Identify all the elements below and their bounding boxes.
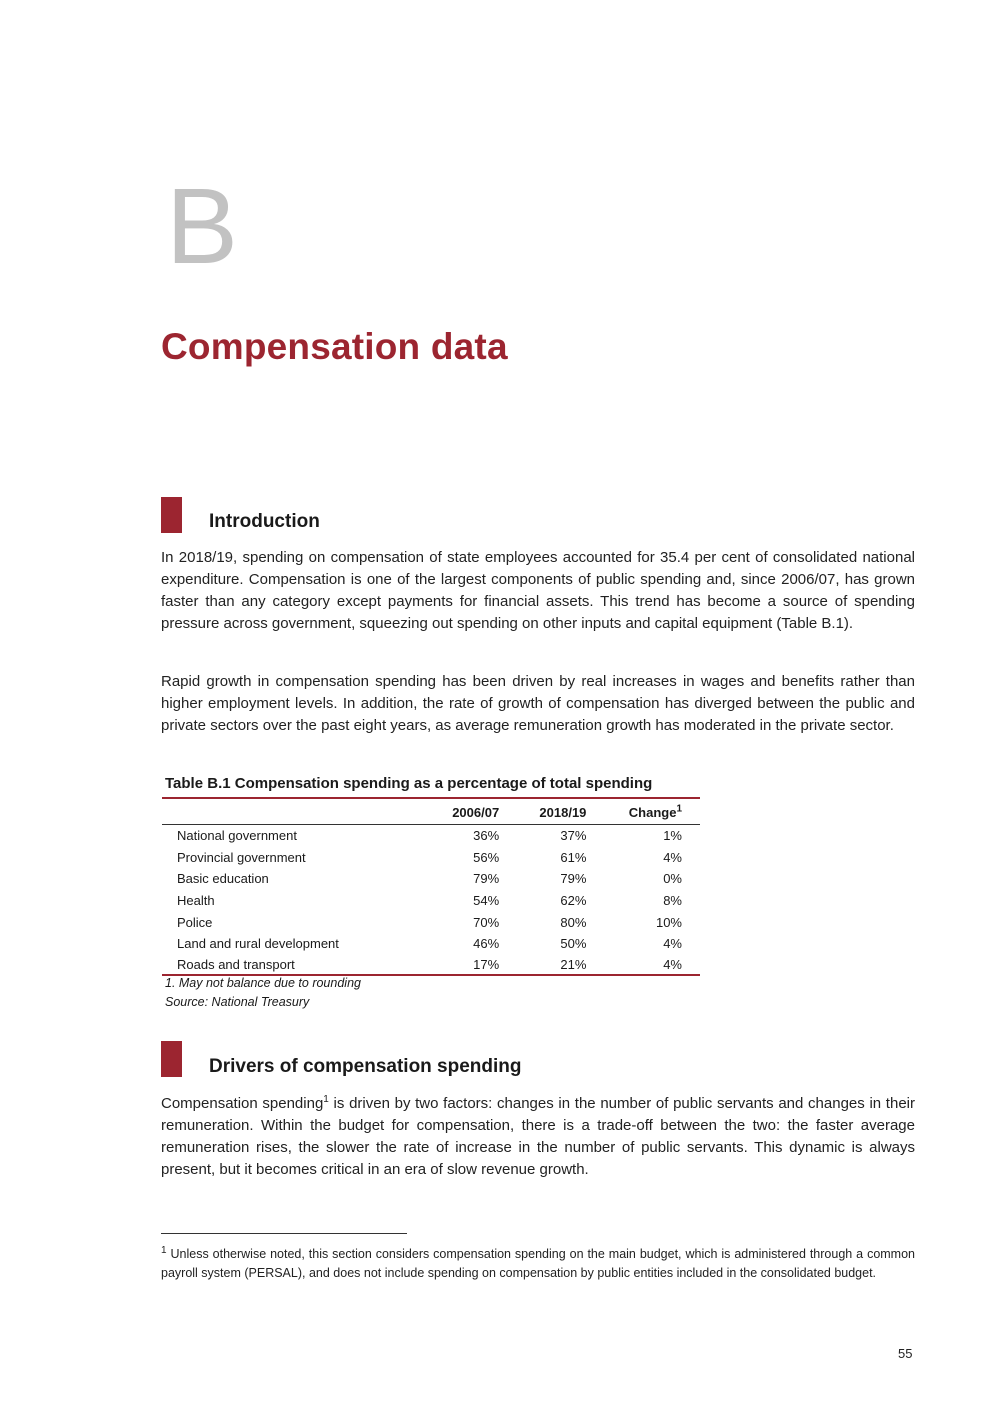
drivers-paragraph	[161, 1093, 915, 1181]
table-header-row	[162, 798, 700, 825]
page-number: 55	[898, 1346, 913, 1361]
table-row	[162, 933, 700, 955]
change-label: Change	[628, 804, 677, 820]
cell-change: 10%	[655, 914, 682, 930]
table-row	[162, 911, 700, 933]
cell-2018: 50%	[560, 936, 587, 952]
cell-change: 0%	[663, 871, 682, 887]
section-heading-drivers: Drivers of compensation spending	[209, 1056, 522, 1077]
footnote	[161, 1245, 915, 1283]
cell-2006: 56%	[473, 849, 500, 865]
cell-2006: 54%	[473, 893, 500, 909]
table-row	[162, 825, 700, 847]
footnote-reference: 1	[323, 1094, 329, 1105]
cell-change: 4%	[663, 849, 682, 865]
table-row	[162, 955, 700, 975]
cell-2018: 62%	[560, 893, 587, 909]
footnote-divider	[161, 1233, 407, 1234]
chapter-title: Compensation data	[161, 326, 508, 367]
table-row	[162, 868, 700, 890]
drivers-paragraph-rest: is driven by two factors: changes in the number of public servants and changes in their remuneration. Within the budget for compensation, there is a trade-off between the two: the faster average remuneration rises, the slower the rate of increase in the number of public servants. This dynamic is always present, but it becomes critical in an era of slow revenue growth.	[161, 1095, 915, 1178]
intro-paragraph-1: In 2018/19, spending on compensation of state employees accounted for 35.4 per cent of consolidated national expenditure. Compensation is one of the largest components of public spending and, since 2006/07, has grown faster than any category except payments for financial assets. This trend has become a source of spending pressure across government, squeezing out spending on other inputs and capital equipment (Table B.1).	[161, 549, 915, 632]
cell-2018: 80%	[560, 914, 587, 930]
cell-change: 4%	[663, 936, 682, 952]
cell-2018: 21%	[517, 955, 604, 975]
table-title: Table B.1 Compensation spending as a percentage of total spending	[165, 775, 653, 792]
cell-2018: 61%	[560, 849, 587, 865]
chapter-letter: B	[166, 165, 239, 286]
cell-2006: 36%	[473, 828, 500, 844]
footnote-marker: 1	[161, 1244, 167, 1256]
row-label: Basic education	[177, 871, 269, 887]
row-label: Health	[177, 893, 215, 909]
row-label: Police	[177, 914, 213, 930]
cell-2018: 79%	[560, 871, 587, 887]
section-heading-introduction: Introduction	[209, 511, 320, 532]
table-header-change	[604, 798, 700, 825]
compensation-table	[162, 797, 700, 976]
table-header-2018: 2018/19	[517, 798, 604, 825]
cell-2006: 70%	[473, 914, 500, 930]
row-label: Provincial government	[177, 849, 306, 865]
cell-change: 8%	[663, 893, 682, 909]
cell-2006: 46%	[473, 936, 500, 952]
table-row	[162, 847, 700, 869]
drivers-paragraph-lead: Compensation spending	[161, 1095, 324, 1112]
row-label: National government	[177, 828, 297, 844]
intro-paragraph-2: Rapid growth in compensation spending has been driven by real increases in wages and benefits rather than higher employment levels. In addition, the rate of growth of compensation has diverged between the public and private sectors over the past eight years, as average remuneration growth has moderated in the private sector.	[161, 673, 915, 734]
cell-2006: 79%	[473, 871, 500, 887]
table-source: Source: National Treasury	[165, 995, 310, 1009]
cell-2006: 17%	[430, 955, 517, 975]
change-footnote-marker: 1	[676, 803, 682, 815]
row-label: Land and rural development	[177, 936, 339, 952]
cell-change: 1%	[663, 828, 682, 844]
table-row	[162, 890, 700, 912]
cell-change: 4%	[604, 955, 700, 975]
row-label: Roads and transport	[162, 955, 430, 975]
cell-2018: 37%	[560, 828, 587, 844]
section-marker	[161, 1041, 182, 1077]
footnote-text: Unless otherwise noted, this section considers compensation spending on the main budget, which is administered through a common payroll system (PERSAL), and does not include spending on compensation by public entities included in the consolidated budget.	[161, 1247, 915, 1280]
table-note: 1. May not balance due to rounding	[165, 976, 361, 990]
table-header-2006: 2006/07	[430, 798, 517, 825]
section-marker	[161, 497, 182, 533]
table-header-label	[162, 798, 430, 825]
